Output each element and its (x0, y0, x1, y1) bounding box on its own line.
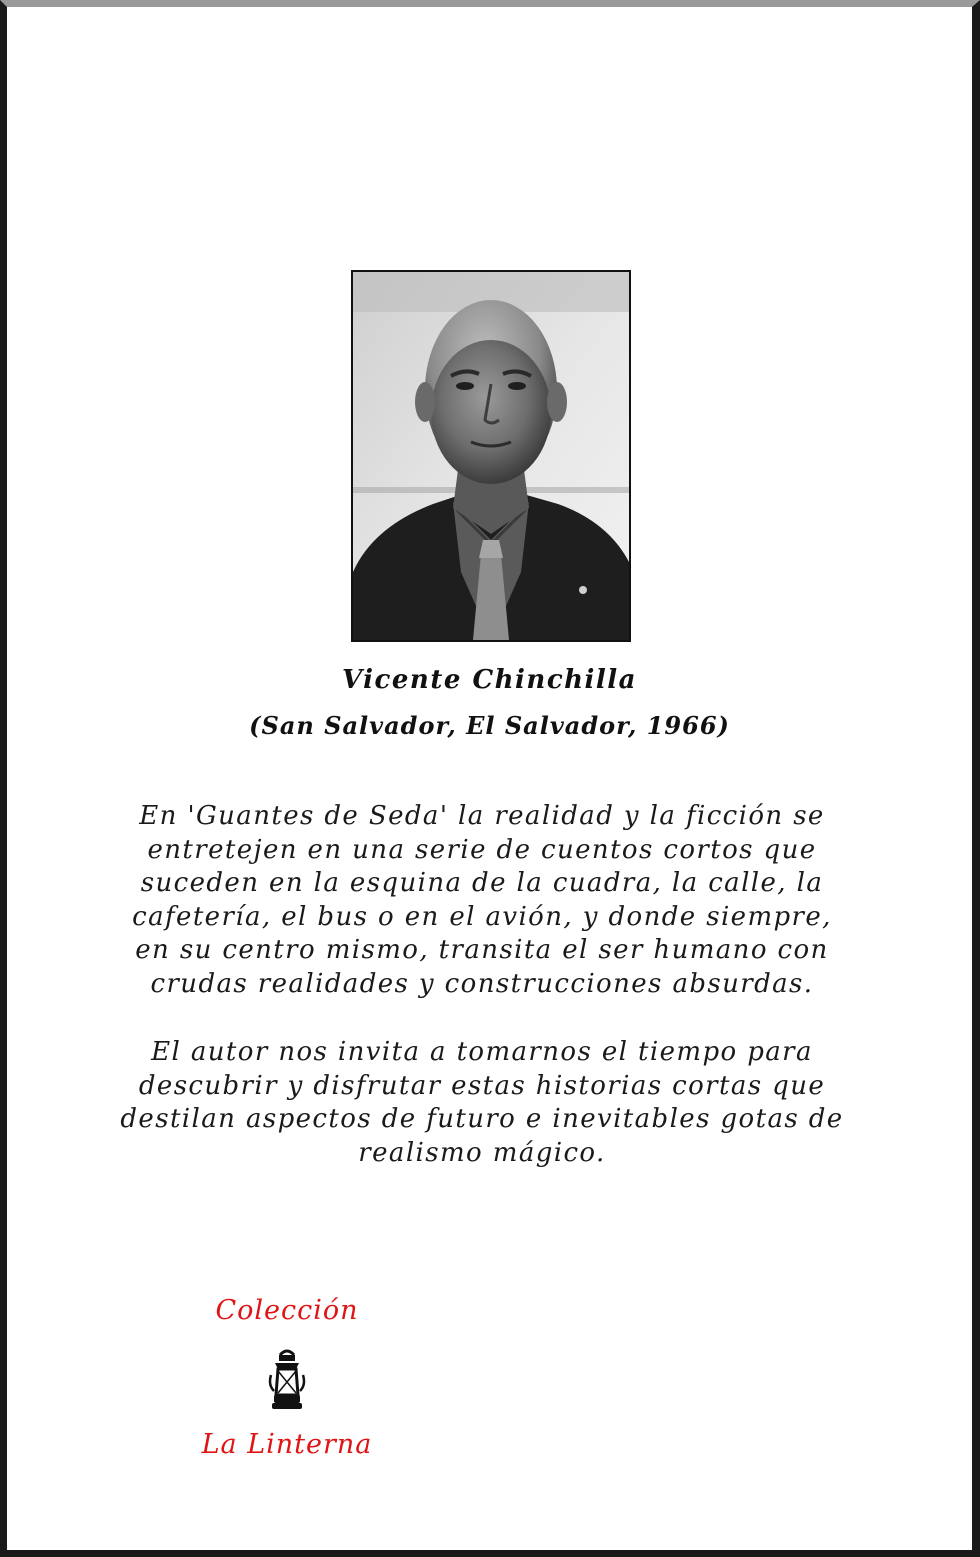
blurb-paragraph-1: En 'Guantes de Seda' la realidad y la ficción se entretejen en una serie de cuentos cortos que suceden en la esquina de la cuadra, la calle, la cafetería, el bus o en el avión, y donde siempre, en su centro mismo, transita el ser humano con crudas realidades y construcciones absurdas. (132, 801, 832, 999)
author-portrait-image (353, 272, 629, 640)
collection-label: Colección (215, 1295, 359, 1326)
lantern-icon (266, 1347, 308, 1413)
blurb-paragraph-2: El autor nos invita a tomarnos el tiempo para descubrir y disfrutar estas historias cortas que destilan aspectos de futuro e inevitables gotas de realismo mágico. (120, 1037, 844, 1168)
author-photo (351, 270, 631, 642)
author-name: Vicente Chinchilla (341, 665, 638, 695)
collection-name: La Linterna (201, 1429, 373, 1460)
author-origin: (San Salvador, El Salvador, 1966) (249, 711, 730, 740)
